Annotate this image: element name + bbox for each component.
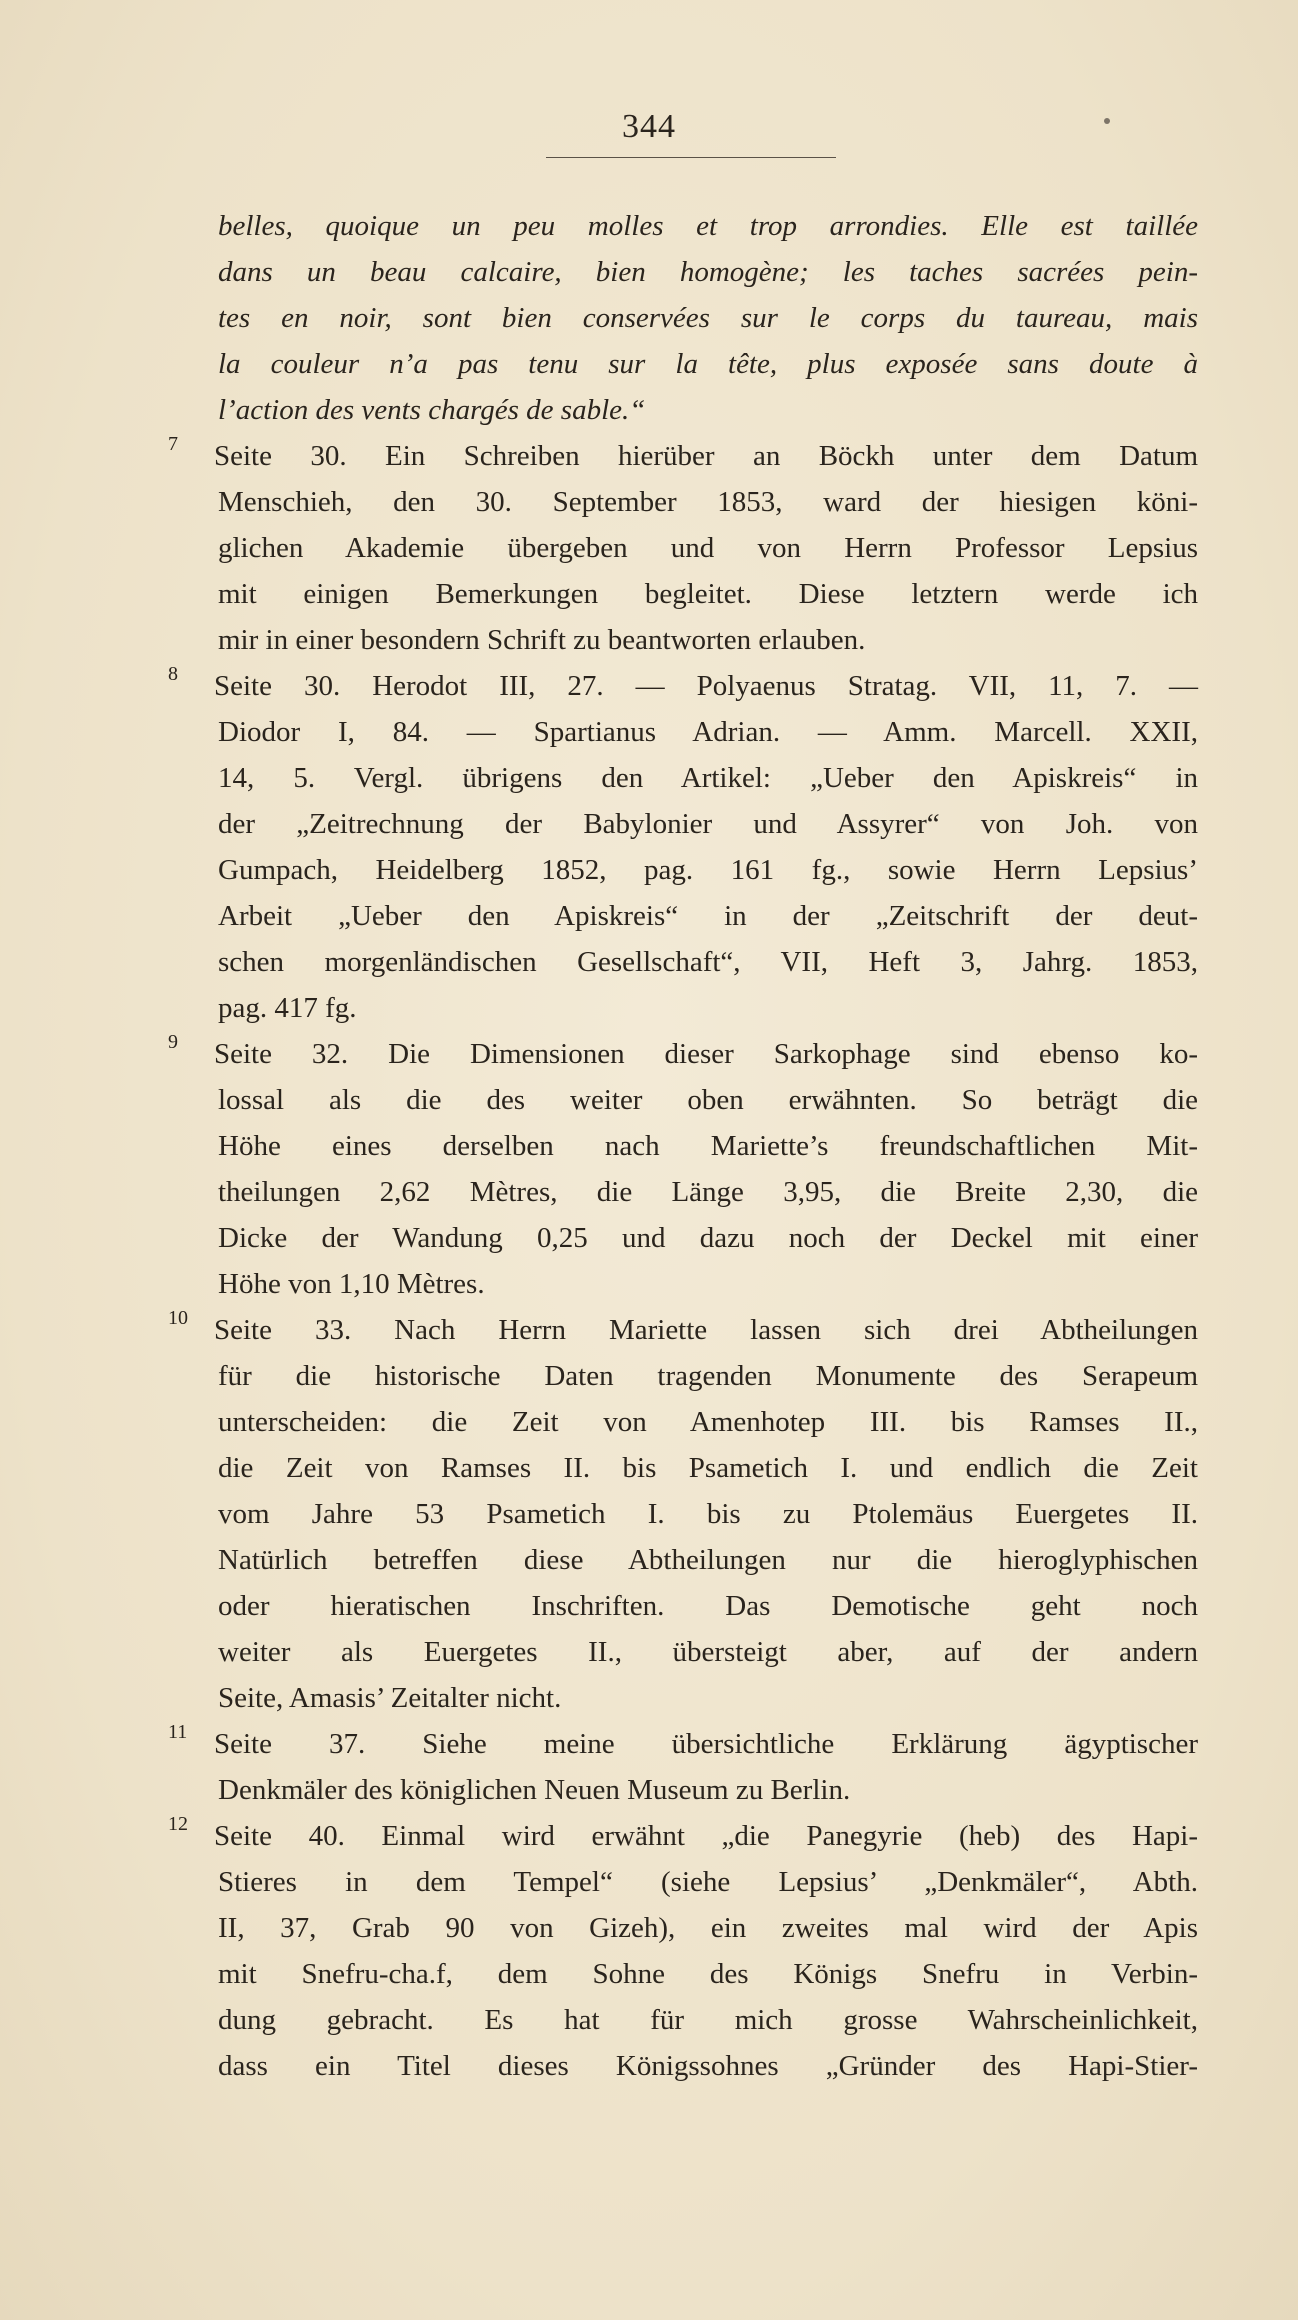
text-line: theilungen 2,62 Mètres, die Länge 3,95, die Breite 2,30, die [218, 1176, 1198, 1208]
text-line: schen morgenländischen Gesellschaft“, VII, Heft 3, Jahrg. 1853, [218, 946, 1198, 978]
text-line: der „Zeitrechnung der Babylonier und Assyrer“ von Joh. von [218, 808, 1198, 840]
footnote-number: 7 [168, 433, 178, 455]
text-line: la couleur n’a pas tenu sur la tête, plus exposée sans doute à [218, 348, 1198, 380]
footnote-9 [168, 1031, 1198, 1307]
text-line: dans un beau calcaire, bien homogène; les taches sacrées pein- [218, 256, 1198, 288]
text-line: Dicke der Wandung 0,25 und dazu noch der Deckel mit einer [218, 1222, 1198, 1254]
text-line: Seite 30. Ein Schreiben hierüber an Böckh unter dem Datum [214, 440, 1198, 472]
text-line: mir in einer besondern Schrift zu beantworten erlauben. [218, 624, 866, 656]
text-line: pag. 417 fg. [218, 992, 357, 1024]
text-line: Stieres in dem Tempel“ (siehe Lepsius’ „Denkmäler“, Abth. [218, 1866, 1198, 1898]
text-line: weiter als Euergetes II., übersteigt aber, auf der andern [218, 1636, 1198, 1668]
text-line: Seite 37. Siehe meine übersichtliche Erklärung ägyptischer [214, 1728, 1198, 1760]
text-line: Arbeit „Ueber den Apiskreis“ in der „Zeitschrift der deut- [218, 900, 1198, 932]
text-line: dung gebracht. Es hat für mich grosse Wahrscheinlichkeit, [218, 2004, 1198, 2036]
text-line: Höhe von 1,10 Mètres. [218, 1268, 485, 1300]
text-line: die Zeit von Ramses II. bis Psametich I. und endlich die Zeit [218, 1452, 1198, 1484]
text-line: für die historische Daten tragenden Monumente des Serapeum [218, 1360, 1198, 1392]
text-line: Seite, Amasis’ Zeitalter nicht. [218, 1682, 562, 1714]
text-line: lossal als die des weiter oben erwähnten. So beträgt die [218, 1084, 1198, 1116]
footnote-12 [168, 1813, 1198, 2089]
header-rule [546, 157, 836, 158]
text-line: 14, 5. Vergl. übrigens den Artikel: „Ueber den Apiskreis“ in [218, 762, 1198, 794]
text-line: Seite 40. Einmal wird erwähnt „die Panegyrie (heb) des Hapi- [214, 1820, 1198, 1852]
text-line: unterscheiden: die Zeit von Amenhotep III. bis Ramses II., [218, 1406, 1198, 1438]
text-line: Natürlich betreffen diese Abtheilungen nur die hieroglyphischen [218, 1544, 1198, 1576]
text-line: Höhe eines derselben nach Mariette’s freundschaftlichen Mit- [218, 1130, 1198, 1162]
text-line: Denkmäler des königlichen Neuen Museum zu Berlin. [218, 1774, 851, 1806]
text-line: mit Snefru-cha.f, dem Sohne des Königs Snefru in Verbin- [218, 1958, 1198, 1990]
footnote-7 [168, 433, 1198, 663]
footnote-number: 10 [168, 1307, 188, 1329]
text-line: l’action des vents chargés de sable.“ [218, 394, 646, 426]
text-line: Menschieh, den 30. September 1853, ward der hiesigen köni- [218, 486, 1198, 518]
footnote-number: 8 [168, 663, 178, 685]
page-body [168, 203, 1198, 2089]
text-line: Seite 33. Nach Herrn Mariette lassen sich drei Abtheilungen [214, 1314, 1198, 1346]
text-line: dass ein Titel dieses Königssohnes „Gründer des Hapi-Stier- [218, 2050, 1198, 2082]
text-line: Seite 32. Die Dimensionen dieser Sarkophage sind ebenso ko- [214, 1038, 1198, 1070]
footnote-number: 9 [168, 1031, 178, 1053]
ink-dot [1104, 118, 1110, 124]
text-line: II, 37, Grab 90 von Gizeh), ein zweites mal wird der Apis [218, 1912, 1198, 1944]
text-line: Gumpach, Heidelberg 1852, pag. 161 fg., sowie Herrn Lepsius’ [218, 854, 1198, 886]
footnote-11 [168, 1721, 1198, 1813]
footnote-10 [168, 1307, 1198, 1721]
text-line: glichen Akademie übergeben und von Herrn Professor Lepsius [218, 532, 1198, 564]
footnote-number: 11 [168, 1721, 188, 1743]
text-line: vom Jahre 53 Psametich I. bis zu Ptolemäus Euergetes II. [218, 1498, 1198, 1530]
text-line: tes en noir, sont bien conservées sur le corps du taureau, mais [218, 302, 1198, 334]
quote-continuation [168, 203, 1198, 433]
text-line: Diodor I, 84. — Spartianus Adrian. — Amm. Marcell. XXII, [218, 716, 1198, 748]
text-line: mit einigen Bemerkungen begleitet. Diese letztern werde ich [218, 578, 1198, 610]
page-number: 344 [622, 108, 676, 145]
text-line: Seite 30. Herodot III, 27. — Polyaenus Stratag. VII, 11, 7. — [214, 670, 1198, 702]
footnote-8 [168, 663, 1198, 1031]
text-line: oder hieratischen Inschriften. Das Demotische geht noch [218, 1590, 1198, 1622]
text-line: belles, quoique un peu molles et trop arrondies. Elle est taillée [218, 210, 1198, 242]
footnote-number: 12 [168, 1813, 188, 1835]
